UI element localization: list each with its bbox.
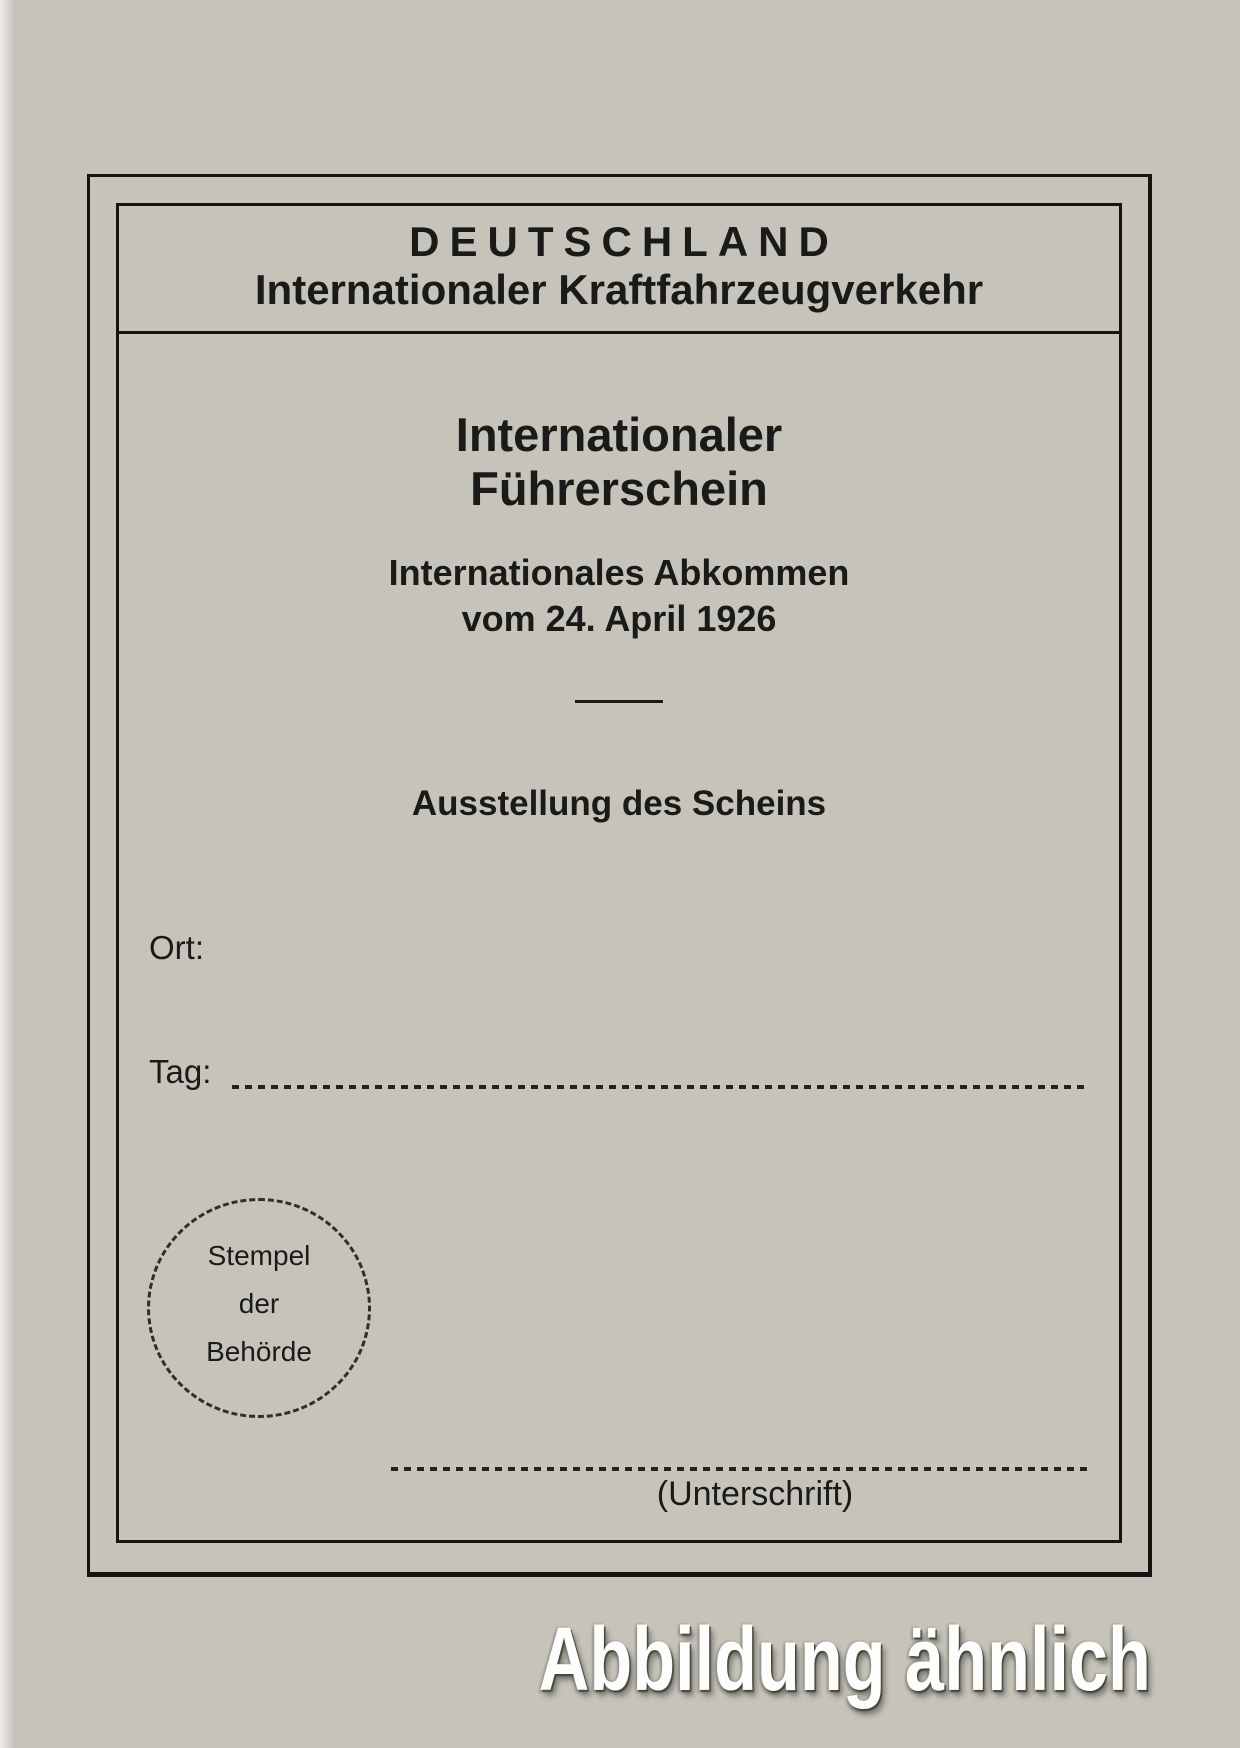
country-name: DEUTSCHLAND bbox=[409, 218, 839, 265]
stamp-text-line2: der bbox=[238, 1288, 280, 1319]
date-field-label: Tag: bbox=[149, 1053, 212, 1090]
document-title-line1: Internationaler bbox=[455, 408, 783, 461]
agreement-note-line2: vom 24. April 1926 bbox=[461, 598, 777, 639]
section-divider bbox=[575, 700, 663, 703]
authority-stamp-placeholder bbox=[147, 1198, 371, 1418]
agreement-note-line1: Internationales Abkommen bbox=[388, 552, 850, 593]
signature-dotted-line bbox=[391, 1467, 1089, 1471]
document-outer-frame bbox=[87, 174, 1152, 1577]
header-subtitle: Internationaler Kraftfahrzeugverkehr bbox=[254, 266, 984, 313]
signature-caption: (Unterschrift) bbox=[656, 1475, 854, 1513]
watermark-text: Abbildung ähnlich bbox=[538, 1610, 1151, 1710]
document-title bbox=[119, 408, 1119, 516]
document-inner-frame bbox=[116, 203, 1122, 1543]
scan-edge-artifact bbox=[0, 0, 14, 1748]
document-header bbox=[119, 206, 1119, 334]
date-dotted-line bbox=[232, 1085, 1086, 1089]
agreement-note bbox=[119, 550, 1119, 642]
document-title-line2: Führerschein bbox=[470, 462, 768, 515]
stamp-text-line1: Stempel bbox=[207, 1240, 311, 1271]
place-field-label: Ort: bbox=[149, 929, 204, 966]
stamp-text-line3: Behörde bbox=[206, 1336, 312, 1367]
section-heading: Ausstellung des Scheins bbox=[411, 784, 827, 823]
